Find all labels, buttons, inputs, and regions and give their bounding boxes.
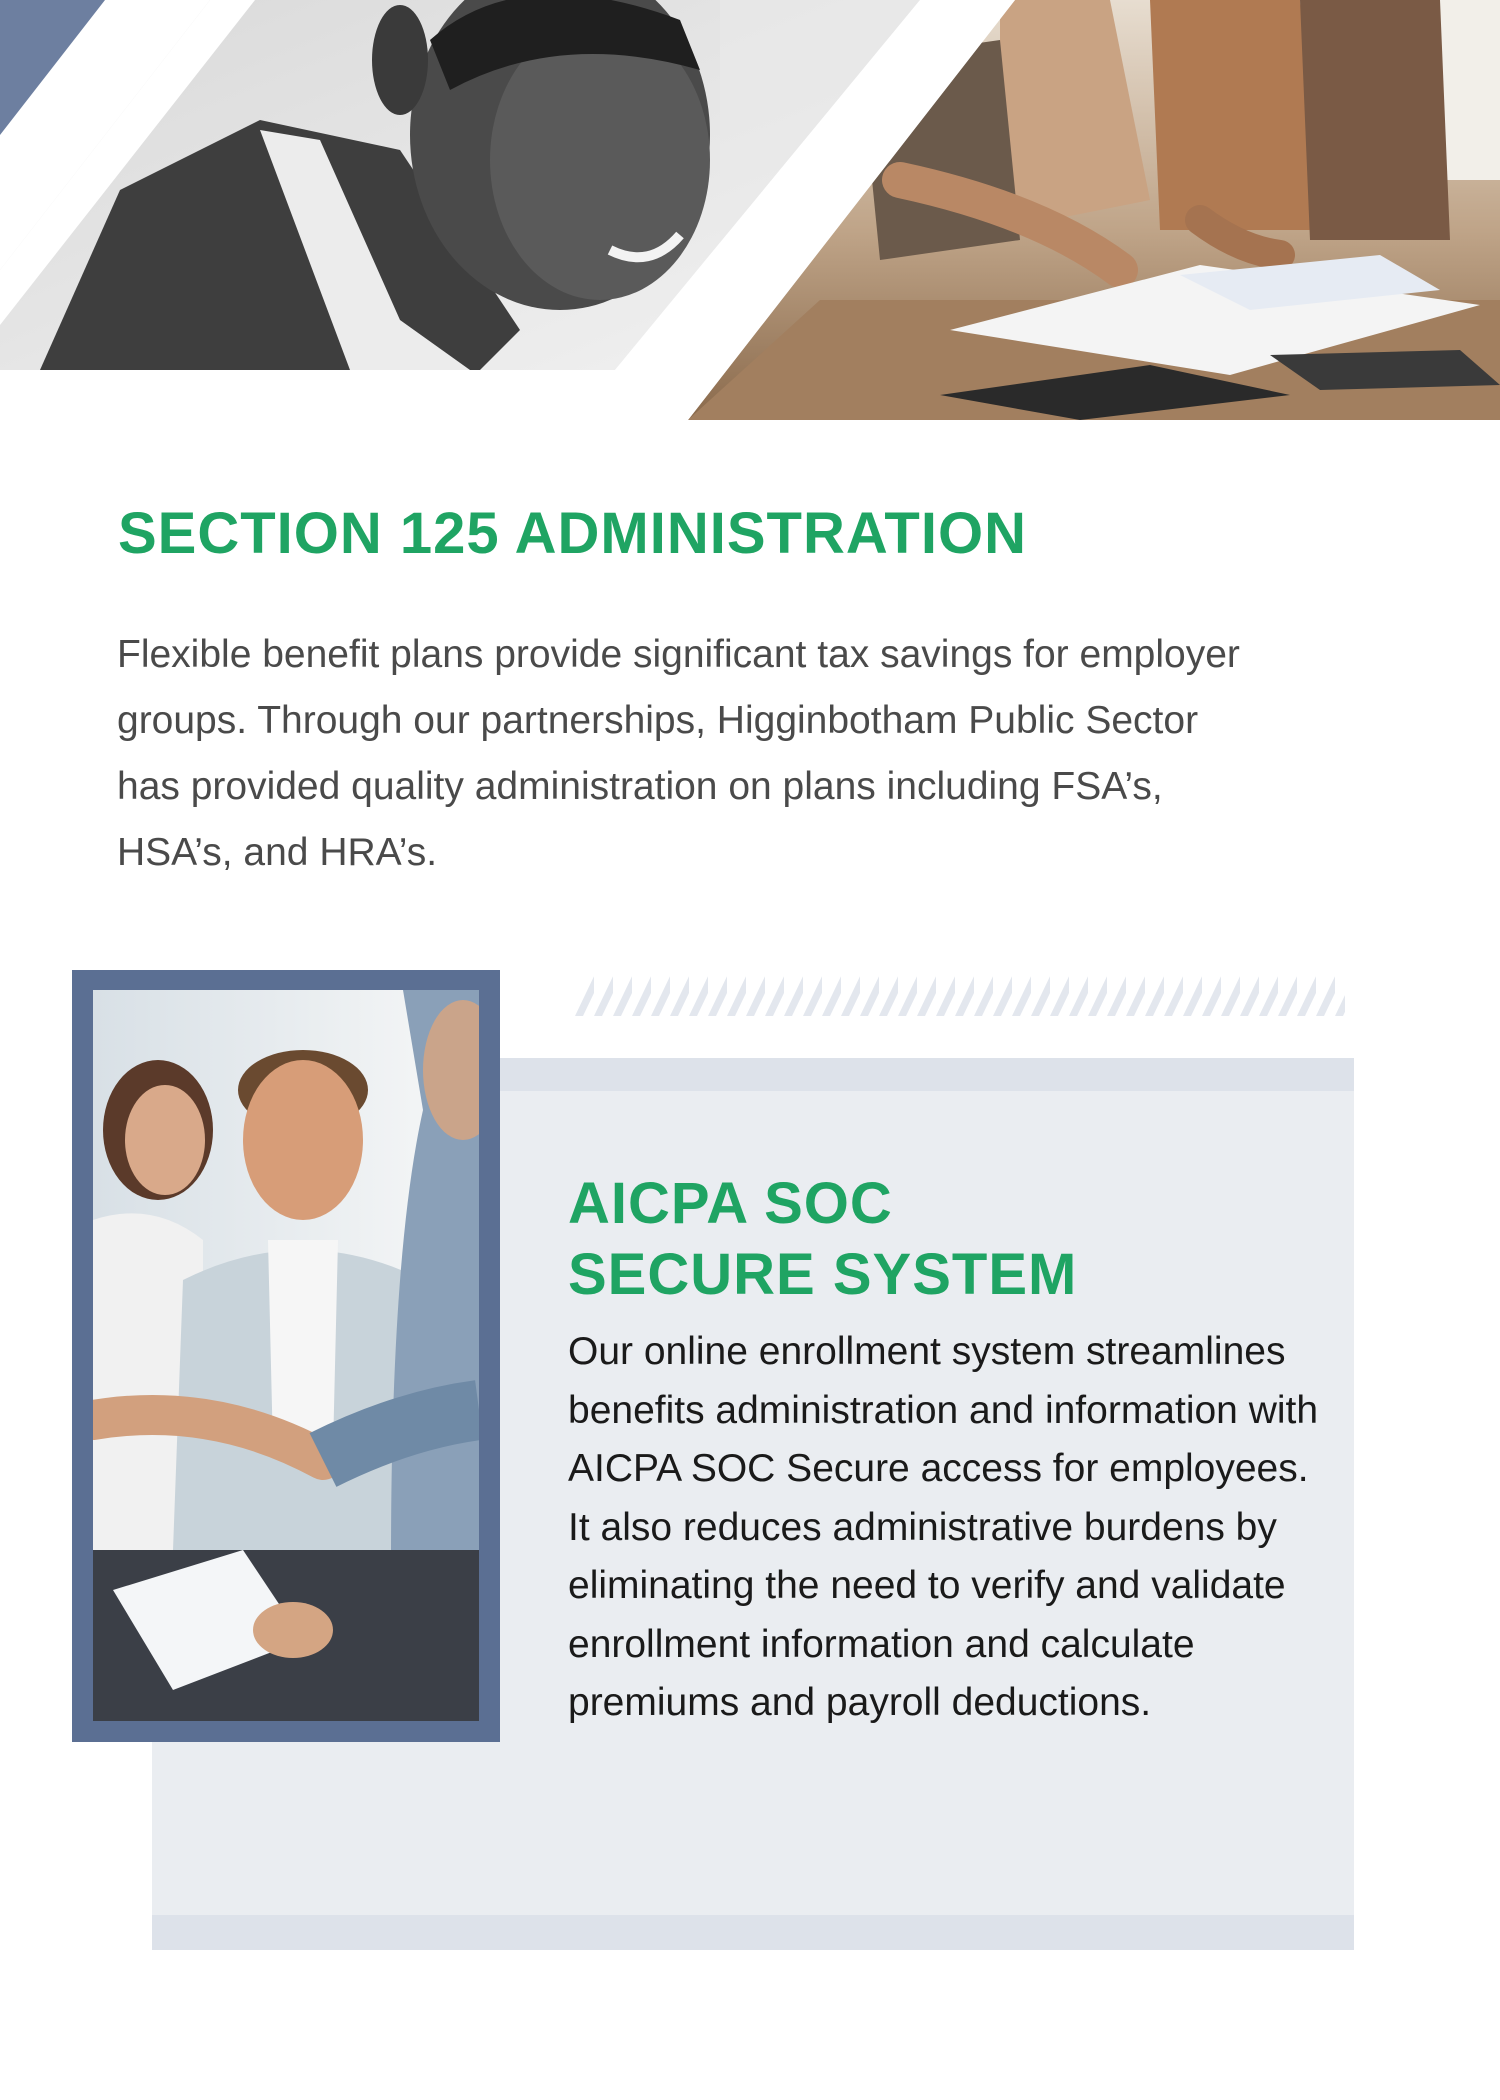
section-125-title: SECTION 125 ADMINISTRATION <box>118 501 1027 566</box>
card-top-strip <box>495 1058 1354 1091</box>
card-photo-couple <box>93 990 479 1721</box>
aicpa-title <box>568 1168 1328 1310</box>
hero-banner <box>0 0 1500 425</box>
section-125-body: Flexible benefit plans provide significant tax savings for employer groups. Through our partnerships, Higginbotham Public Sector has provided quality administration on plans including FSA’s, HSA’s, and HRA’s. <box>117 633 1240 874</box>
card-bottom-strip <box>152 1915 1354 1950</box>
aicpa-title-line-1: AICPA SOC <box>568 1171 893 1236</box>
hatch-decoration <box>575 970 1345 1016</box>
hero-graphic <box>0 0 1500 425</box>
aicpa-body: Our online enrollment system streamlines benefits administration and information with AICPA SOC Secure access for employees. It also reduces administrative burdens by eliminating the need to verify and validate enrollment information and calculate premiums and payroll deductions. <box>568 1330 1319 1724</box>
aicpa-title-line-2: SECURE SYSTEM <box>568 1242 1078 1307</box>
accent-triangle <box>0 0 105 135</box>
